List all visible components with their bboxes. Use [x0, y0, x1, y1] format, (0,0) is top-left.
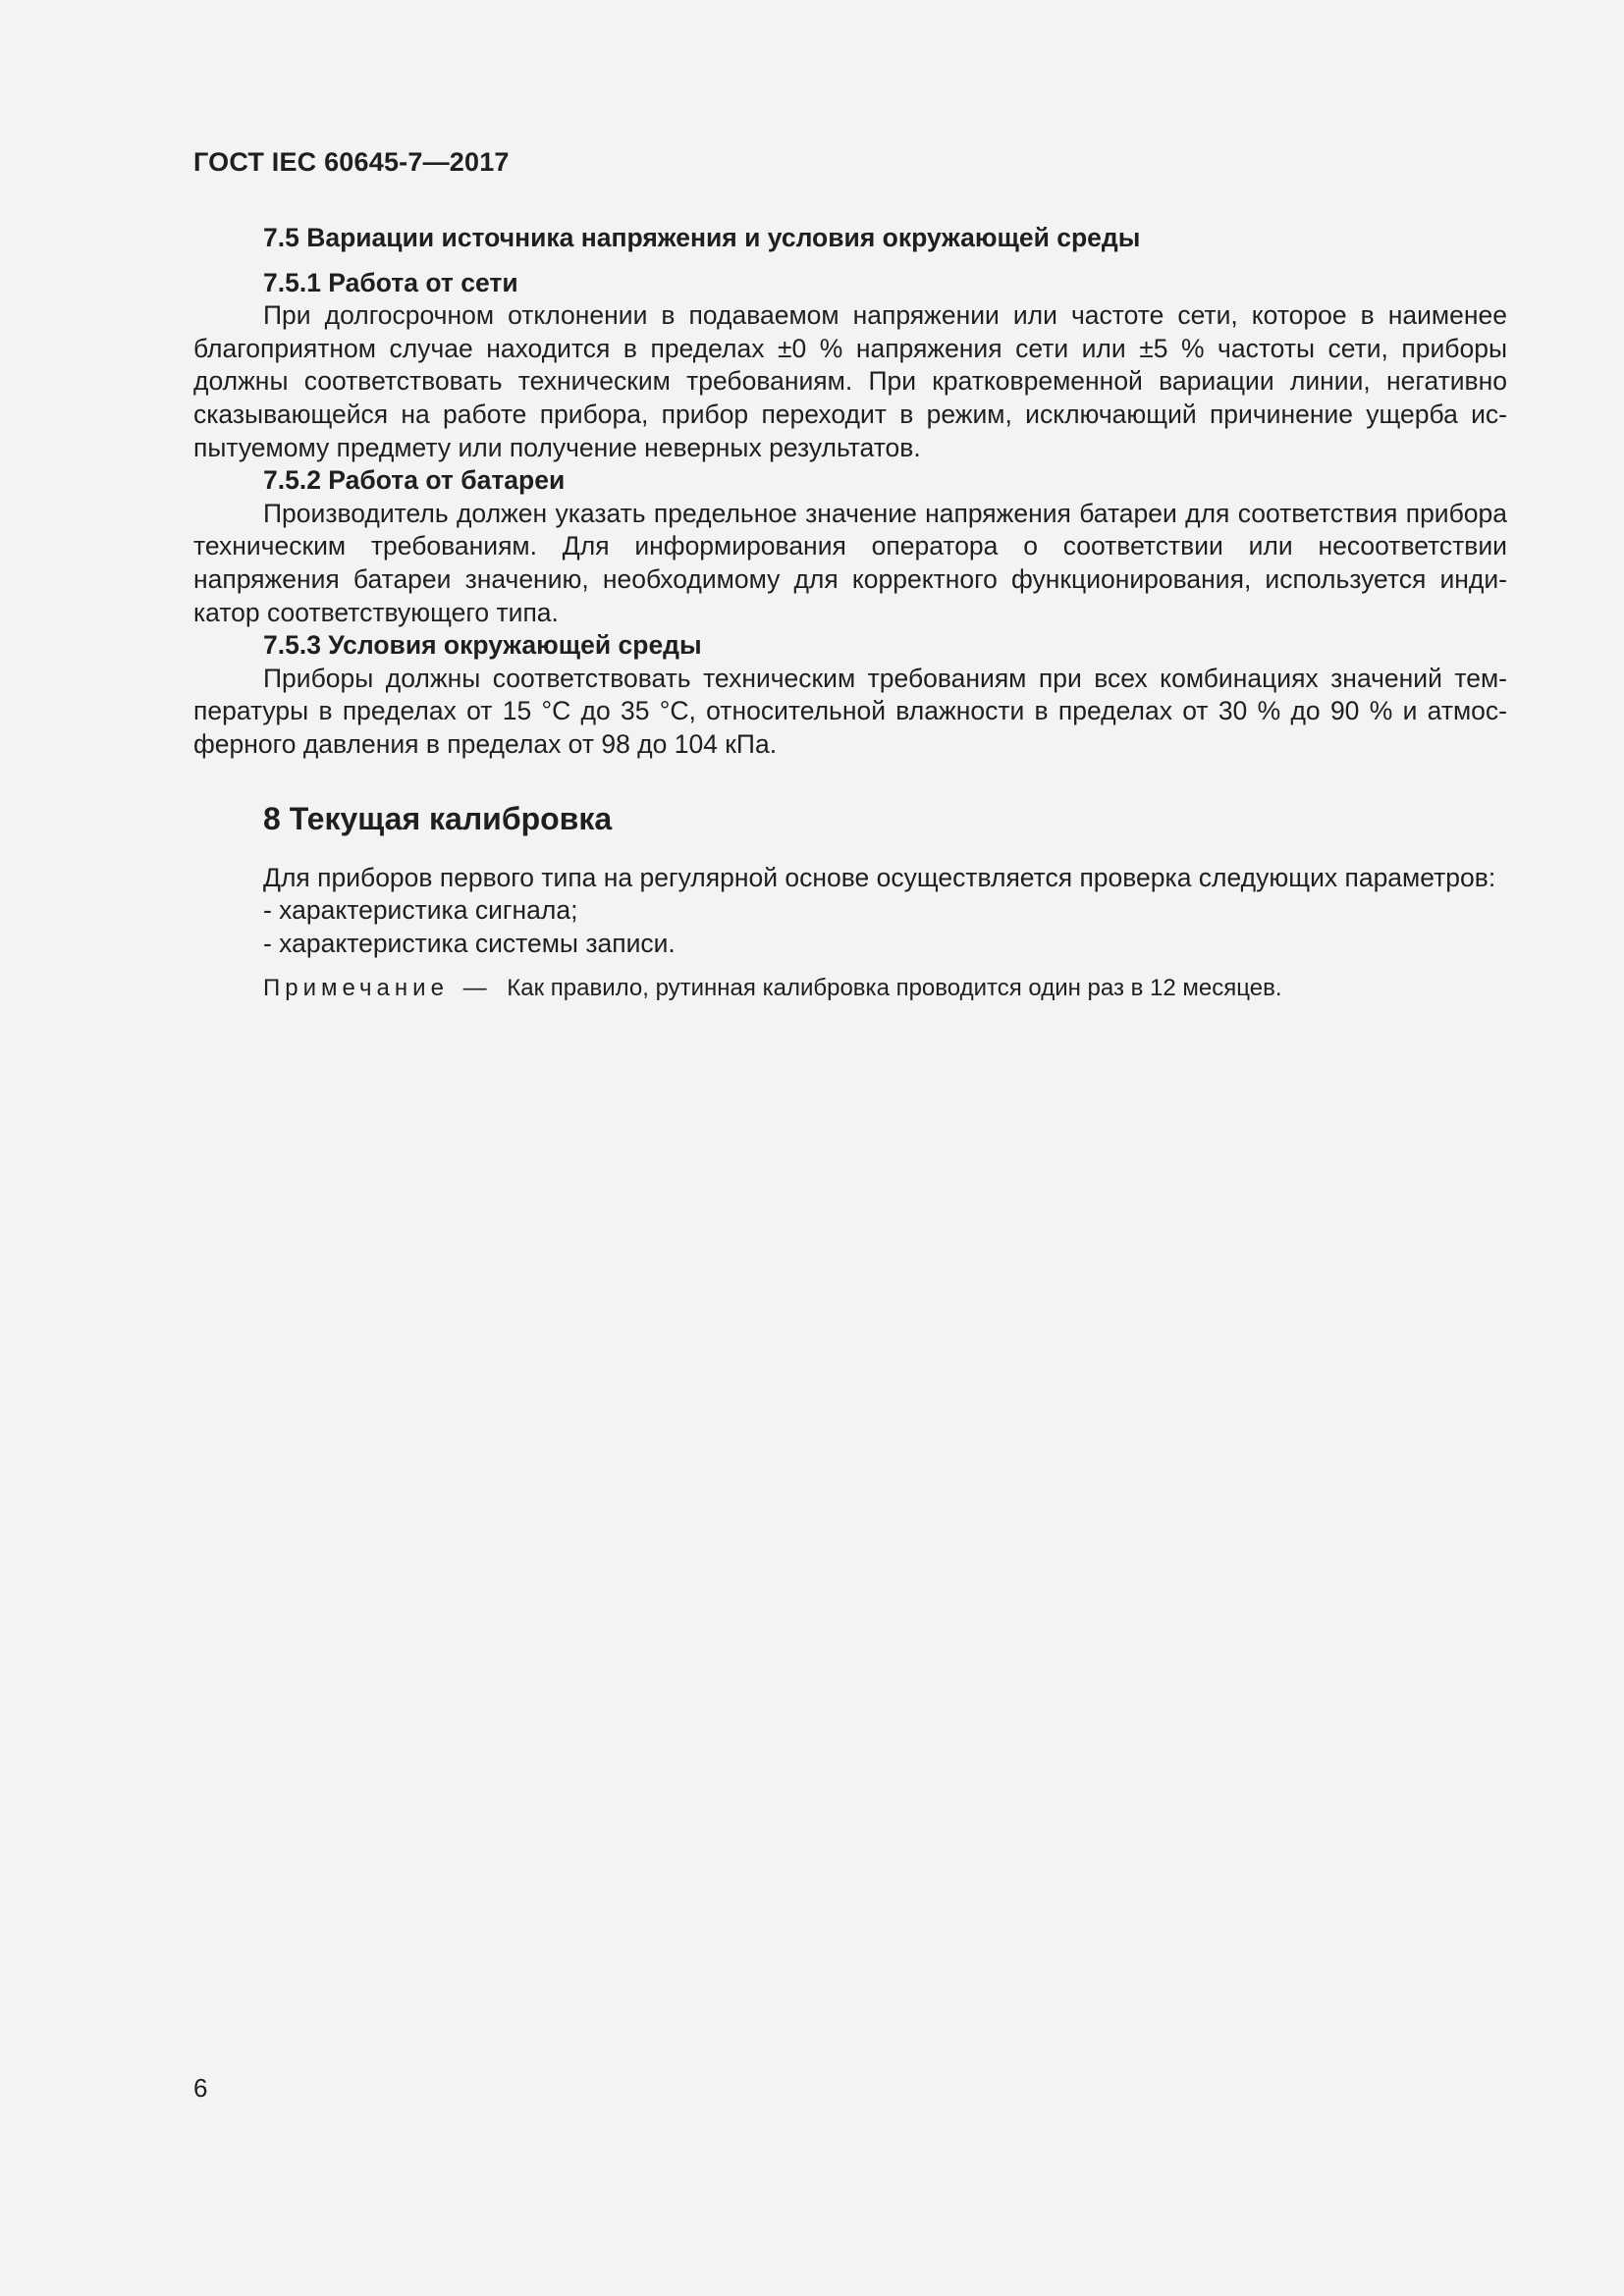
paragraph-8-intro: Для приборов первого типа на регулярной основе осуществляется проверка следующих параметров: — [263, 862, 1496, 892]
note-label: Примечание — [263, 975, 449, 1002]
heading-8: 8 Текущая калибровка — [263, 800, 613, 836]
heading-7-5-1: 7.5.1 Работа от сети — [263, 267, 518, 297]
list-item: - характеристика системы записи. — [263, 928, 676, 958]
parameter-list — [193, 894, 1507, 960]
paragraph-7-5-3: Приборы должны соответствовать техническим требованиям при всех комбинациях значений температуры в пределах от 15 °С до 35 °С, относительной влажности в пределах от 30 % до 90 % и атмосферного давления в пределах от 98 до 104 кПа. — [193, 663, 1507, 759]
document-header: ГОСТ IEC 60645-7—2017 — [193, 147, 510, 177]
page-number: 6 — [193, 2073, 208, 2103]
note-text: Как правило, рутинная калибровка проводится один раз в 12 месяцев. — [507, 975, 1282, 1002]
note — [193, 974, 1507, 1003]
heading-7-5-3: 7.5.3 Условия окружающей среды — [263, 630, 702, 661]
heading-7-5-2: 7.5.2 Работа от батареи — [263, 465, 566, 496]
document-body — [193, 222, 1507, 1003]
paragraph-7-5-2: Производитель должен указать предельное значение напряжения батареи для соответствия прибора техническим требованиям. Для информирования оператора о соответствии или несоответствии напряжения батареи значению, необходимому для корректного функционирования, используется индикатор соответствующего типа. — [193, 498, 1507, 627]
note-dash: — — [462, 975, 487, 1002]
heading-7-5: 7.5 Вариации источника напряжения и условия окружающей среды — [263, 223, 1141, 252]
paragraph-7-5-1: При долгосрочном отклонении в подаваемом напряжении или частоте сети, которое в наименее благоприятном случае находится в пределах ±0 % напряжения сети или ±5 % частоты сети, приборы должны соответствовать техническим требованиям. При кратковременной вариации линии, негативно сказывающейся на работе прибора, прибор переходит в режим, исключающий причинение ущерба испытуемому предмету или получение неверных результатов. — [193, 300, 1507, 462]
list-item: - характеристика сигнала; — [263, 895, 578, 926]
